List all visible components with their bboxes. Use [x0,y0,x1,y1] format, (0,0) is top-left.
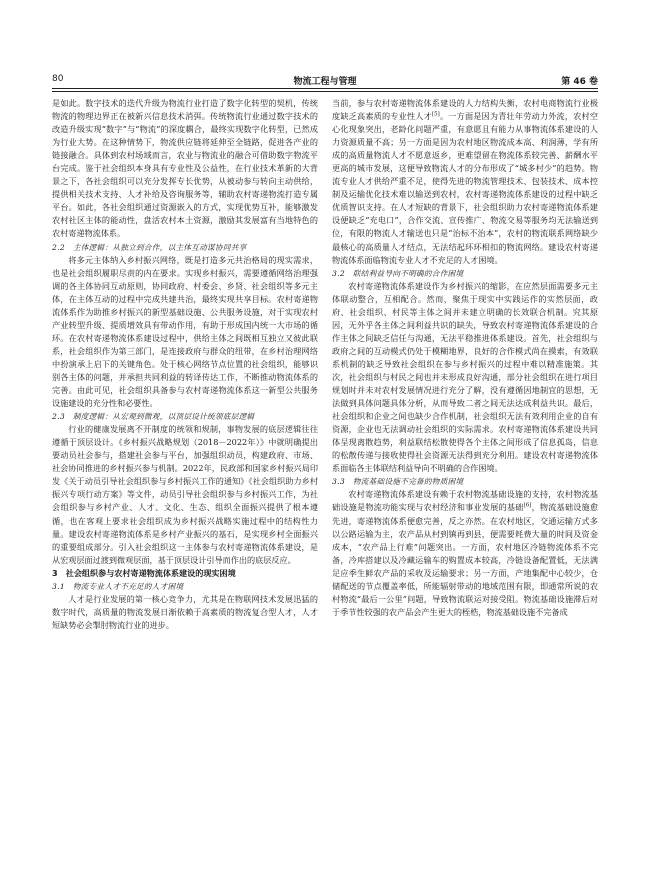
body-paragraph: 农村寄递物流体系建设有赖于农村物流基础设施的支持，农村物流基础设施是物流功能实现与农村经济和事业发展的基础[6]，物流基础设施愈先进，寄递物流体系便愈完善，反之亦然。在农村地区，交通运输方式多以公路运输为主，农产品从村到镇再到县，便需要耗费大量的时间及资金成本，“农产品上行难”问题突出。一方面，农村地区冷链物流体系不完备，冷库搭建以及冷藏运输车的购置成本较高，冷链设备配置低，无法满足应季生鲜农产品的采收及运输要求；另一方面，产地集配中心较少，仓储配送的节点覆盖率低，所能辐射带动的地域范围有限，即通常所说的农村物流“最后一公里”问题，导致物流联运对接受阻。物流基础设施滞后对于季节性较强的农产品会产生更大的桎梏，物流基础设施不完备成 [332,489,598,617]
subsection-heading: 3.1 物流专业人才不充足的人才困境 [52,581,184,591]
body-paragraph: 行业的健康发展离不开制度的统领和规制，事物发展的底层逻辑往往遵循于顶层设计。《乡村振兴战略规划（2018－2022年）》中就明确提出要动员社会参与，搭建社会参与平台，加强组织动员，构建政府、市场、社会协同推进的乡村振兴参与机制。2022年，民政部和国家乡村振兴局印发《关于动员引导社会组织参与乡村振兴工作的通知》《社会组织助力乡村振兴专项行动方案》等文件，动员引导社会组织参与乡村振兴工作，为社会组织参与乡村产业、人才、文化、生态、组织全面振兴提供了根本遵循，也在客观上要求社会组织成为乡村振兴战略实施过程中的结构性力量。建设农村寄递物流体系是乡村产业振兴的基石，是实现乡村全面振兴的重要组成部分。引入社会组织这一主体参与农村寄递物流体系建设，是从宏观层面过渡到微观层面，基于顶层设计引导而作出的底层反应。 [52,424,318,565]
right-column [332,97,598,619]
citation-ref: [6] [523,502,532,509]
body-paragraph: 农村寄递物流体系建设作为乡村振兴的缩影，在应然层面需要多元主体联动整合，互相配合。然而，聚焦于现实中实践运作的实然层面，政府、社会组织、村民等主体之间并未建立明确的长效联合机制。究其原因，无外乎各主体之间利益共识的缺失，导致农村寄递物流体系建设的合作主体之间缺乏信任与沟通，无法平稳推进体系建设。首先，社会组织与政府之间的互动模式仍处于模糊地界，良好的合作模式尚在摸索，有效联系机制的缺乏导致社会组织在参与乡村振兴的过程中难以精准施策。其次，社会组织与村民之间也并未形成良好沟通，部分社会组织在进行项目规划时并未对农村发展情况进行充分了解，没有遵循因地制宜的思想，无法做到具体问题具体分析，从而导致二者之间无法达成利益共识。最后，社会组织和企业之间也缺少合作机制，社会组织无法有效利用企业的自有资源，企业也无法调动社会组织的实际需求。农村寄递物流体系建设共同体呈现离散趋势，利益联结松散使得各个主体之间形成了信息孤岛，信息的松散传递与接收使得社会资源无法得到充分利用。建设农村寄递物流体系面临各主体联结利益导向不明确的合作困境。 [332,280,598,474]
subsection-heading: 2.3 制度逻辑：从宏观到微观，以顶层设计统领底层逻辑 [52,412,255,422]
page-header [52,74,598,88]
left-column [52,97,318,632]
header-rule-thick [52,88,598,89]
page-number: 80 [52,74,64,84]
subsection-heading: 3.2 联结利益导向不明确的合作困境 [332,268,464,278]
body-paragraph: 是如此。数字技术的迭代升级为物流行业打造了数字化转型的契机，传统物流的物理边界正在被新兴信息技术消弭。传统物流行业通过数字技术的改造升级实现“数字”与“物流”的深度耦合，最终实现数字化转型，已然成为行业大势。在这种情势下，物流供应链将延伸至全链路，促进各产业的链接融合。具体到农村场域而言，农业与物流业的融合可借助数字物流平台完成。鉴于社会组织本身具有专业性及公益性，在行业技术革新的大背景之下，各社会组织可以充分发挥专长优势，从被动参与转向主动供给，提供相关技术支持、人才补给及咨询服务等，辅助农村寄递物流打造专属平台。如此，各社会组织通过资源嵌入的方式，实现优势互补，能够激发农村社区主体的能动性，盘活农村本土资源，激励其发展富有当地特色的农村寄递物流体系。 [52,98,318,239]
subsection-heading: 2.2 主体逻辑：从独立到合作，以主体互动谋协同共享 [52,242,247,252]
volume-label: 第 46 卷 [561,77,598,87]
journal-name: 物流工程与管理 [293,77,357,87]
header-rule-thin [52,91,598,92]
subsection-heading: 3.3 物流基础设施不完备的物质困境 [332,477,464,487]
body-paragraph: 人才是行业发展的第一核心竞争力，尤其是在物联网技术发展迅猛的数字时代，高质量的物流发展日渐依赖于高素质的物流复合型人才，人才短缺势必会掣肘物流行业的进步。 [52,593,318,630]
body-paragraph: 将多元主体纳入乡村振兴网络，既是打造多元共治格局的现实需求，也是社会组织履职尽责的内在要求。实现乡村振兴，需要遵循网络治理强调的各主体协同互动原则，协同政府、村委会、乡贤、社会组织等多元主体，在主体互动的过程中完成共建共治，最终实现共享目标。农村寄递物流体系作为助推乡村振兴的新型基础设施、公共服务设施，对于实现农村产业转型升级、提质增效具有带动作用，有助于形成国内统一大市场的循环。在农村寄递物流体系建设过程中，供给主体之间既相互独立又彼此联系，社会组织作为第三部门，是连接政府与群众的纽带，在乡村治理网络中扮演承上启下的关键角色。处于核心网络节点位置的社会组织，能够识别各主体的问题，并承担共同利益的转译传达工作，不断推动物流体系的完善。由此可见，社会组织具备参与农村寄递物流体系这一新型公共服务设施建设的充分性和必要性。 [52,254,318,409]
body-paragraph: 当前，参与农村寄递物流体系建设的人力结构失衡，农村电商物流行业极度缺乏高素质的专业性人才[5]。一方面是因为青壮年劳动力外流，农村空心化现象突出，老龄化问题严重，有意愿且有能力从事物流体系建设的人力资源质量不高；另一方面是因为农村地区物流成本高、利润薄，学有所成的高质量物流人才不愿意返乡，更难望留在物流体系较完善、薪酬水平更高的城市发展，这便导致物流人才的分布形成了“城多村少”的趋势。物流专业人才供给严重不足，使得先进的物流管理技术、包装技术、成本控制及运输优化技术难以输送到农村，农村寄递物流体系建设的过程中缺乏优质智识支持。在人才短缺的背景下，社会组织助力农村寄递物流体系建设便缺乏“充电口”，合作交流、宣传推广、物流交易等服务均无法输送到位，有限的物流人才输送也只是“治标不治本”，农村的物流联系网络缺少最核心的高质量人才结点，无法结起环环相扣的物流网络。建设农村寄递物流体系面临物流专业人才不充足的人才困境。 [332,98,598,265]
citation-ref: [5] [431,111,440,118]
section-heading: 3 社会组织参与农村寄递物流体系建设的现实困境 [52,567,236,578]
